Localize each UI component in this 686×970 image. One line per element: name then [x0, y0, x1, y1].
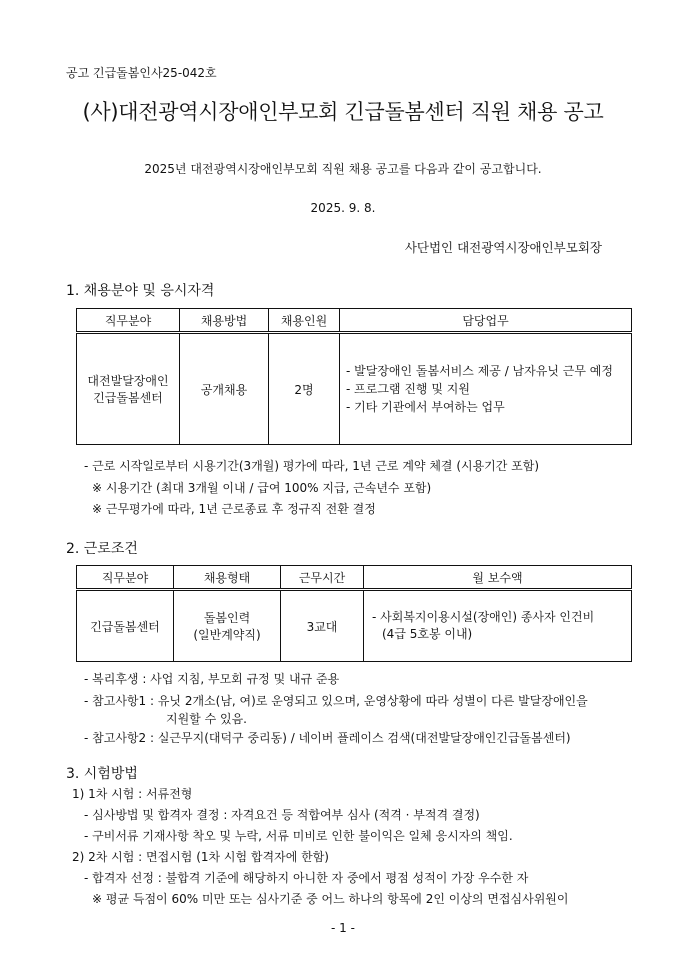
section1-note: - 근로 시작일로부터 시용기간(3개월) 평가에 따라, 1년 근로 계약 체결 (시용기간 포함): [84, 459, 540, 473]
section1-note: ※ 시용기간 (최대 3개월 이내 / 급여 100% 지급, 근속년수 포함): [92, 481, 432, 495]
duty-item: - 기타 기관에서 부여하는 업무: [346, 400, 505, 414]
recruitment-table: [76, 308, 632, 445]
header-pay: 월 보수액: [364, 566, 632, 590]
page-title: (사)대전광역시장애인부모회 긴급돌봄센터 직원 채용 공고: [82, 100, 604, 124]
header-duty: 담당업무: [340, 309, 632, 333]
field-line-2: 긴급돌봄센터: [93, 391, 163, 405]
header-count: 채용인원: [269, 309, 340, 333]
section3-line: - 심사방법 및 합격자 결정 : 자격요건 등 적합여부 심사 (적격 · 부적격 결정): [84, 808, 480, 822]
cell-duties: [340, 333, 632, 445]
cell-hours: 3교대: [281, 590, 364, 662]
section3-line: - 합격자 선정 : 불합격 기준에 해당하지 아니한 자 중에서 평점 성적이 가장 우수한 자: [84, 871, 529, 885]
cell-pay: [364, 590, 632, 662]
type-line-1: 돌봄인력: [203, 611, 251, 625]
type-line-2: (일반계약직): [193, 628, 261, 642]
header-field: 직무분야: [77, 566, 174, 590]
header-hours: 근무시간: [281, 566, 364, 590]
cell-method: 공개채용: [180, 333, 269, 445]
cell-type: [174, 590, 281, 662]
cell-count: 2명: [269, 333, 340, 445]
section2-title: 2. 근로조건: [66, 541, 138, 557]
section2-note: - 복리후생 : 사업 지침, 부모회 규정 및 내규 준용: [84, 672, 340, 686]
header-method: 채용방법: [180, 309, 269, 333]
section2-note: 지원할 수 있음.: [166, 712, 247, 726]
header-type: 채용형태: [174, 566, 281, 590]
pay-line-1: - 사회복지이용시설(장애인) 종사자 인건비: [372, 610, 595, 624]
field-line-1: 대전발달장애인: [87, 374, 169, 388]
announcement-date: 2025. 9. 8.: [310, 201, 376, 215]
conditions-table: [76, 565, 632, 662]
notice-number: 공고 긴급돌봄인사25-042호: [66, 66, 217, 80]
organization-signature: 사단법인 대전광역시장애인부모회장: [404, 240, 602, 255]
section3-line: 2) 2차 시험 : 면접시험 (1차 시험 합격자에 한함): [72, 850, 329, 864]
page-number: - 1 -: [331, 921, 355, 935]
section1-title: 1. 채용분야 및 응시자격: [66, 283, 215, 299]
section3-line: ※ 평균 득점이 60% 미만 또는 심사기준 중 어느 하나의 항목에 2인 이상의 면접심사위원이: [92, 892, 569, 906]
section1-note: ※ 근무평가에 따라, 1년 근로종료 후 정규직 전환 결정: [92, 502, 376, 516]
section2-note: - 참고사항2 : 실근무지(대덕구 중리동) / 네이버 플레이스 검색(대전발달장애인긴급돌봄센터): [84, 731, 571, 745]
section3-line: 1) 1차 시험 : 서류전형: [72, 787, 193, 801]
duty-item: - 프로그램 진행 및 지원: [346, 382, 470, 396]
duty-item: - 발달장애인 돌봄서비스 제공 / 남자유닛 근무 예정: [346, 364, 613, 378]
cell-field: 긴급돌봄센터: [77, 590, 174, 662]
section3-title: 3. 시험방법: [66, 766, 138, 782]
intro-text: 2025년 대전광역시장애인부모회 직원 채용 공고를 다음과 같이 공고합니다.: [144, 162, 542, 176]
pay-line-2: (4급 5호봉 이내): [382, 627, 473, 641]
cell-field: [77, 333, 180, 445]
section2-note: - 참고사항1 : 유닛 2개소(남, 여)로 운영되고 있으며, 운영상황에 따라 성별이 다른 발달장애인을: [84, 694, 588, 708]
header-field: 직무분야: [77, 309, 180, 333]
section3-line: - 구비서류 기재사항 착오 및 누락, 서류 미비로 인한 불이익은 일체 응시자의 책임.: [84, 829, 513, 843]
